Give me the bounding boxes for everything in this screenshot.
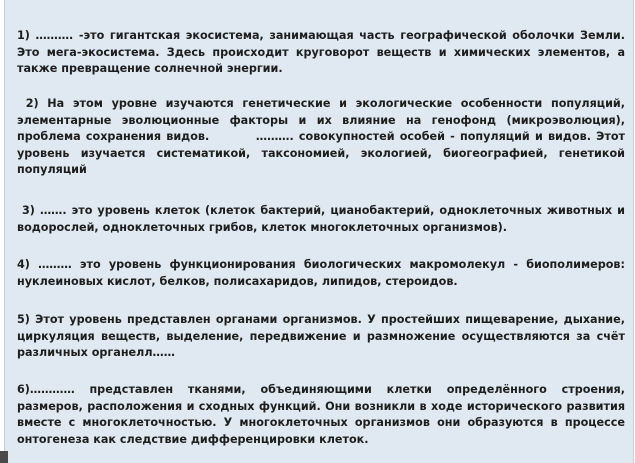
text-line: онтогенеза как следствие дифференцировки клеток. [17, 432, 369, 446]
text-line: 4) ……… это уровень функционирования биологических макромолекул - биополимеров: [17, 258, 625, 271]
text-line: элементарные эволюционные факторы и их влияние на генофонд (микроэволюция), [17, 113, 625, 127]
text-line: популяций [17, 163, 87, 176]
text-panel [4, 0, 634, 463]
text-line: различных органелл…… [17, 346, 175, 359]
text-line: 3) ……. это уровень клеток (клеток бактерий, цианобактерий, одноклеточных животных и [17, 204, 625, 217]
text-line: проблема сохранения видов. ………. совокупностей особей - популяций и видов. Этот [17, 130, 625, 143]
paragraph-population-species [17, 96, 625, 179]
text-line: также превращение солнечной энергии. [17, 62, 283, 75]
text-line: размеров, расположения и сходных функций. Они возникли в ходе исторического развития [17, 399, 625, 413]
text-line: 2) На этом уровне изучаются генетические и экологические особенности популяций, [17, 97, 625, 110]
corner-marker [0, 451, 8, 463]
text-line: 1) ………. -это гигантская экосистема, занимающая часть географической оболочки Земли. [17, 29, 625, 42]
paragraph-biosphere [17, 28, 625, 78]
paragraph-cellular [17, 203, 625, 236]
paragraph-organ [17, 312, 625, 362]
text-line: Это мега-экосистема. Здесь происходит круговорот веществ и химических элементов, а [17, 45, 625, 59]
paragraph-tissue [17, 382, 625, 448]
text-line: 5) Этот уровень представлен органами организмов. У простейших пищеварение, дыхание, [17, 313, 625, 326]
paragraph-molecular [17, 257, 625, 290]
text-line: циркуляция веществ, выделение, передвижение и размножение осуществляются за счёт [17, 329, 625, 343]
text-line: 6)………… представлен тканями, объединяющими клетки определённого строения, [17, 383, 625, 396]
text-line: водорослей, одноклеточных грибов, клеток многоклеточных организмов). [17, 220, 508, 234]
text-line: нуклеиновых кислот, белков, полисахаридов, липидов, стероидов. [17, 274, 458, 288]
text-line: уровень изучается систематикой, таксономией, экологией, биогеографией, генетикой [17, 146, 625, 160]
text-line: вместе с многоклеточностью. У многоклеточных организмов они образуются в процессе [17, 416, 625, 429]
